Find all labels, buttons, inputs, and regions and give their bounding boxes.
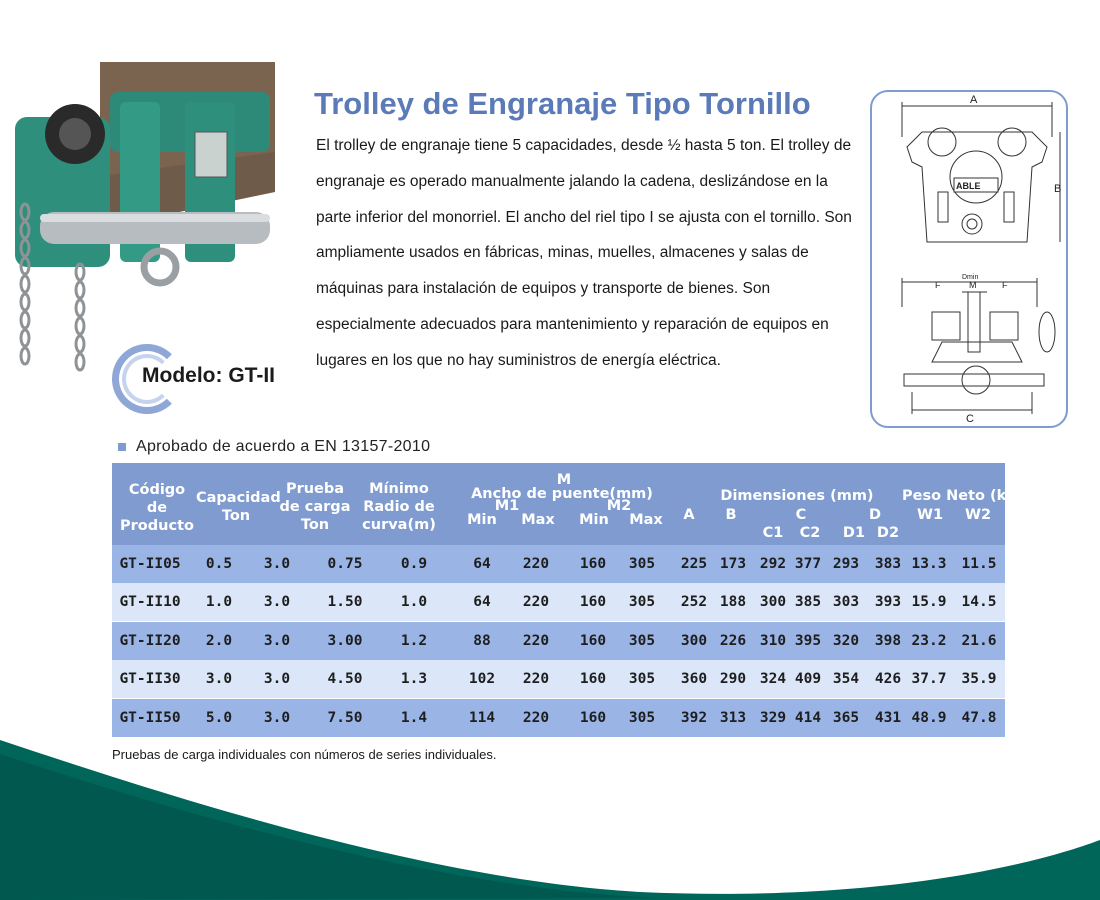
table-cell: 305 (628, 671, 656, 688)
header-prueba: Prueba de carga Ton (279, 481, 351, 533)
table-row (112, 660, 1005, 698)
table-cell: 160 (579, 594, 607, 611)
table-cell: GT-II20 (119, 632, 181, 649)
header-peso: Peso Neto (kg) (902, 488, 1024, 504)
page-title: Trolley de Engranaje Tipo Tornillo (314, 86, 811, 121)
header-d2: D2 (876, 525, 900, 541)
table-cell: 303 (832, 594, 860, 611)
table-cell: 102 (468, 671, 496, 688)
header-capacidad: Capacidad Ton (196, 490, 281, 524)
table-cell: 3.0 (205, 671, 233, 688)
approval-line (118, 438, 430, 456)
table-cell: 3.00 (327, 632, 363, 649)
drawing-label-b: B (1054, 183, 1062, 195)
table-cell: 35.9 (961, 671, 997, 688)
table-cell: 395 (794, 632, 822, 649)
table-cell: 385 (794, 594, 822, 611)
header-d1: D1 (842, 525, 866, 541)
header-dimensiones: Dimensiones (mm) (720, 488, 874, 504)
table-cell: 360 (680, 671, 708, 688)
table-header (112, 463, 1024, 545)
table-cell: 305 (628, 556, 656, 572)
decorative-wave (0, 740, 1100, 900)
table-row (112, 545, 1005, 583)
header-m-top: M (556, 472, 572, 488)
bullet-icon (118, 443, 126, 451)
header-c1: C1 (762, 525, 784, 541)
table-cell: 11.5 (961, 556, 997, 572)
table-cell: 188 (719, 594, 747, 611)
table-cell: 3.0 (263, 556, 291, 572)
header-min2: Min (579, 512, 609, 528)
table-cell: 1.2 (400, 632, 428, 649)
table-cell: 220 (522, 709, 550, 726)
header-d: D (868, 507, 882, 523)
table-cell: 324 (759, 671, 787, 688)
table-row (112, 699, 1005, 737)
drawing-label-m: M (969, 280, 977, 290)
table-row (112, 622, 1005, 660)
table-cell: 310 (759, 632, 787, 649)
table-cell: 305 (628, 632, 656, 649)
header-b: B (725, 507, 737, 523)
table-cell: 88 (473, 632, 491, 649)
table-cell: 5.0 (205, 709, 233, 726)
table-cell: 300 (680, 632, 708, 649)
table-cell: 14.5 (961, 594, 997, 611)
table-cell: 290 (719, 671, 747, 688)
table-cell: 1.50 (327, 594, 363, 611)
table-cell: 15.9 (911, 594, 947, 611)
table-cell: 300 (759, 594, 787, 611)
table-cell: 377 (794, 556, 822, 572)
header-w2: W2 (964, 507, 992, 523)
table-cell: 160 (579, 556, 607, 572)
header-c: C (795, 507, 807, 523)
table-cell: 3.0 (263, 632, 291, 649)
table-cell: 114 (468, 709, 496, 726)
drawing-label-f-left: F (935, 280, 941, 290)
table-cell: 329 (759, 709, 787, 726)
table-cell: 173 (719, 556, 747, 572)
table-cell: 0.75 (327, 556, 363, 572)
table-cell: GT-II05 (119, 556, 181, 572)
table-cell: GT-II10 (119, 594, 181, 611)
table-cell: 160 (579, 671, 607, 688)
drawing-label-dmin: Dmin (962, 274, 979, 281)
model-badge (112, 344, 302, 420)
product-photo (0, 62, 280, 392)
table-cell: 13.3 (911, 556, 947, 572)
table-cell: 220 (522, 671, 550, 688)
table-cell: 409 (794, 671, 822, 688)
table-cell: 0.5 (205, 556, 233, 572)
table-cell: 320 (832, 632, 860, 649)
table-cell: 21.6 (961, 632, 997, 649)
product-description: El trolley de engranaje tiene 5 capacidades, desde ½ hasta 5 ton. El trolley de engranaje es operado manualmente jalando la cadena, deslizándose en la parte inferior del monorriel. El ancho del riel tipo I se ajusta con el tornillo. Son ampliamente usados en fábricas, minas, muelles, almacenes y salas de máquinas para instalación de equipos y transporte de bienes. Son especialmente adecuados para mantenimiento y reparación de equipos en lugares en los que no hay suministros de energía eléctrica. (316, 137, 852, 369)
table-cell: 220 (522, 556, 550, 572)
table-cell: 226 (719, 632, 747, 649)
table-cell: 293 (832, 556, 860, 572)
table-cell: 414 (794, 709, 822, 726)
header-m1: M1 (494, 498, 520, 514)
footnote: Pruebas de carga individuales con números de series individuales. (112, 747, 497, 762)
header-a: A (683, 507, 695, 523)
table-cell: 426 (874, 671, 902, 688)
table-cell: 1.0 (205, 594, 233, 611)
table-cell: 160 (579, 632, 607, 649)
table-cell: 160 (579, 709, 607, 726)
drawing-label-a: A (970, 94, 978, 106)
header-codigo: Código de Producto (120, 482, 194, 534)
table-cell: 1.4 (400, 709, 428, 726)
header-c2: C2 (799, 525, 821, 541)
table-cell: 305 (628, 594, 656, 611)
header-minimo: Mínimo Radio de curva(m) (362, 481, 436, 533)
table-cell: 64 (473, 556, 491, 572)
drawing-label-f-right: F (1002, 280, 1008, 290)
header-m2: M2 (606, 498, 632, 514)
table-cell: 1.0 (400, 594, 428, 611)
table-cell: 383 (874, 556, 902, 572)
header-max1: Max (521, 512, 555, 528)
approval-text: Aprobado de acuerdo a EN 13157-2010 (136, 438, 431, 455)
table-cell: GT-II50 (119, 709, 181, 726)
table-cell: 220 (522, 632, 550, 649)
table-cell: 252 (680, 594, 708, 611)
table-cell: 3.0 (263, 671, 291, 688)
table-cell: 64 (473, 594, 491, 611)
table-cell: 313 (719, 709, 747, 726)
table-cell: 23.2 (911, 632, 947, 649)
table-cell: 2.0 (205, 632, 233, 649)
table-cell: 220 (522, 594, 550, 611)
table-cell: 47.8 (961, 709, 997, 726)
technical-drawing (870, 90, 1068, 428)
table-cell: 365 (832, 709, 860, 726)
model-label: Modelo: GT-II (142, 364, 275, 387)
table-cell: 3.0 (263, 709, 291, 726)
table-cell: 0.9 (400, 556, 428, 572)
table-cell: 305 (628, 709, 656, 726)
table-row (112, 583, 1005, 621)
table-cell: 392 (680, 709, 708, 726)
table-cell: GT-II30 (119, 671, 181, 688)
table-cell: 37.7 (911, 671, 947, 688)
table-cell: 3.0 (263, 594, 291, 611)
header-min1: Min (467, 512, 497, 528)
table-cell: 7.50 (327, 709, 363, 726)
drawing-label-c: C (966, 413, 974, 425)
table-cell: 1.3 (400, 671, 428, 688)
table-cell: 393 (874, 594, 902, 611)
table-cell: 354 (832, 671, 860, 688)
table-cell: 292 (759, 556, 787, 572)
table-cell: 431 (874, 709, 902, 726)
drawing-plate-text: ABLE (956, 181, 981, 191)
table-cell: 225 (680, 556, 708, 572)
table-cell: 398 (874, 632, 902, 649)
header-w1: W1 (916, 507, 944, 523)
header-max2: Max (629, 512, 663, 528)
table-cell: 48.9 (911, 709, 947, 726)
header-ancho: Ancho de puente(mm) (471, 486, 653, 502)
table-cell: 4.50 (327, 671, 363, 688)
